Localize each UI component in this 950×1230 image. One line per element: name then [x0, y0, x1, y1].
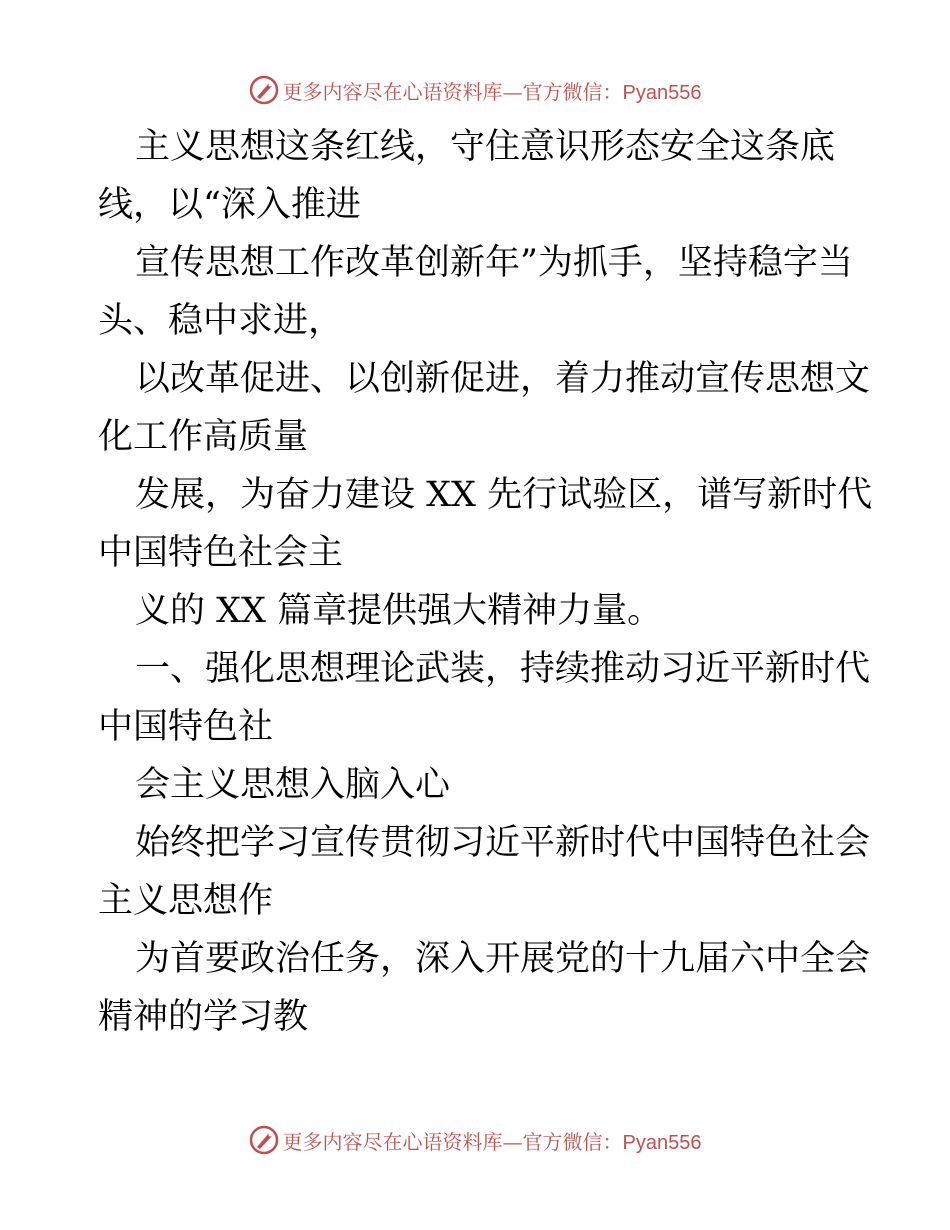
text-line-6: 化工作高质量 [98, 417, 309, 457]
text-line-5: 以改革促进、以创新促进，着力推动宣传思想文 [135, 359, 871, 399]
pen-seal-icon [249, 1125, 279, 1155]
text-line-15: 为首要政治任务，深入开展党的十九届六中全会 [135, 939, 871, 979]
banner-text-cn: 更多内容尽在心语资料库—官方微信： [282, 79, 623, 104]
text-line-10: 一、强化思想理论武装，持续推动习近平新时代 [135, 649, 871, 689]
banner-text-wechat: Pyan556 [622, 81, 702, 104]
text-line-12: 会主义思想入脑入心 [135, 765, 451, 805]
text-line-7: 发展，为奋力建设 XX 先行试验区，谱写新时代 [135, 475, 873, 515]
text-line-4: 头、稳中求进， [98, 301, 344, 341]
banner-text-wechat: Pyan556 [622, 1131, 702, 1154]
banner-text [283, 76, 702, 105]
text-line-9: 义的 XX 篇章提供强大精神力量。 [135, 591, 663, 631]
pen-seal-icon [249, 75, 279, 105]
text-line-14: 主义思想作 [98, 881, 274, 921]
footer-banner [0, 1120, 950, 1160]
banner-text [283, 1126, 702, 1155]
text-line-1: 主义思想这条红线，守住意识形态安全这条底 [135, 127, 836, 167]
text-line-16: 精神的学习教 [98, 997, 309, 1037]
text-line-11: 中国特色社 [98, 707, 274, 747]
document-body [98, 118, 873, 1046]
text-line-13: 始终把学习宣传贯彻习近平新时代中国特色社会 [135, 823, 871, 863]
text-line-8: 中国特色社会主 [98, 533, 344, 573]
header-banner [0, 70, 950, 110]
text-line-2: 线，以“深入推进 [98, 185, 361, 225]
text-line-3: 宣传思想工作改革创新年”为抓手，坚持稳字当 [135, 243, 853, 283]
banner-text-cn: 更多内容尽在心语资料库—官方微信： [282, 1129, 623, 1154]
